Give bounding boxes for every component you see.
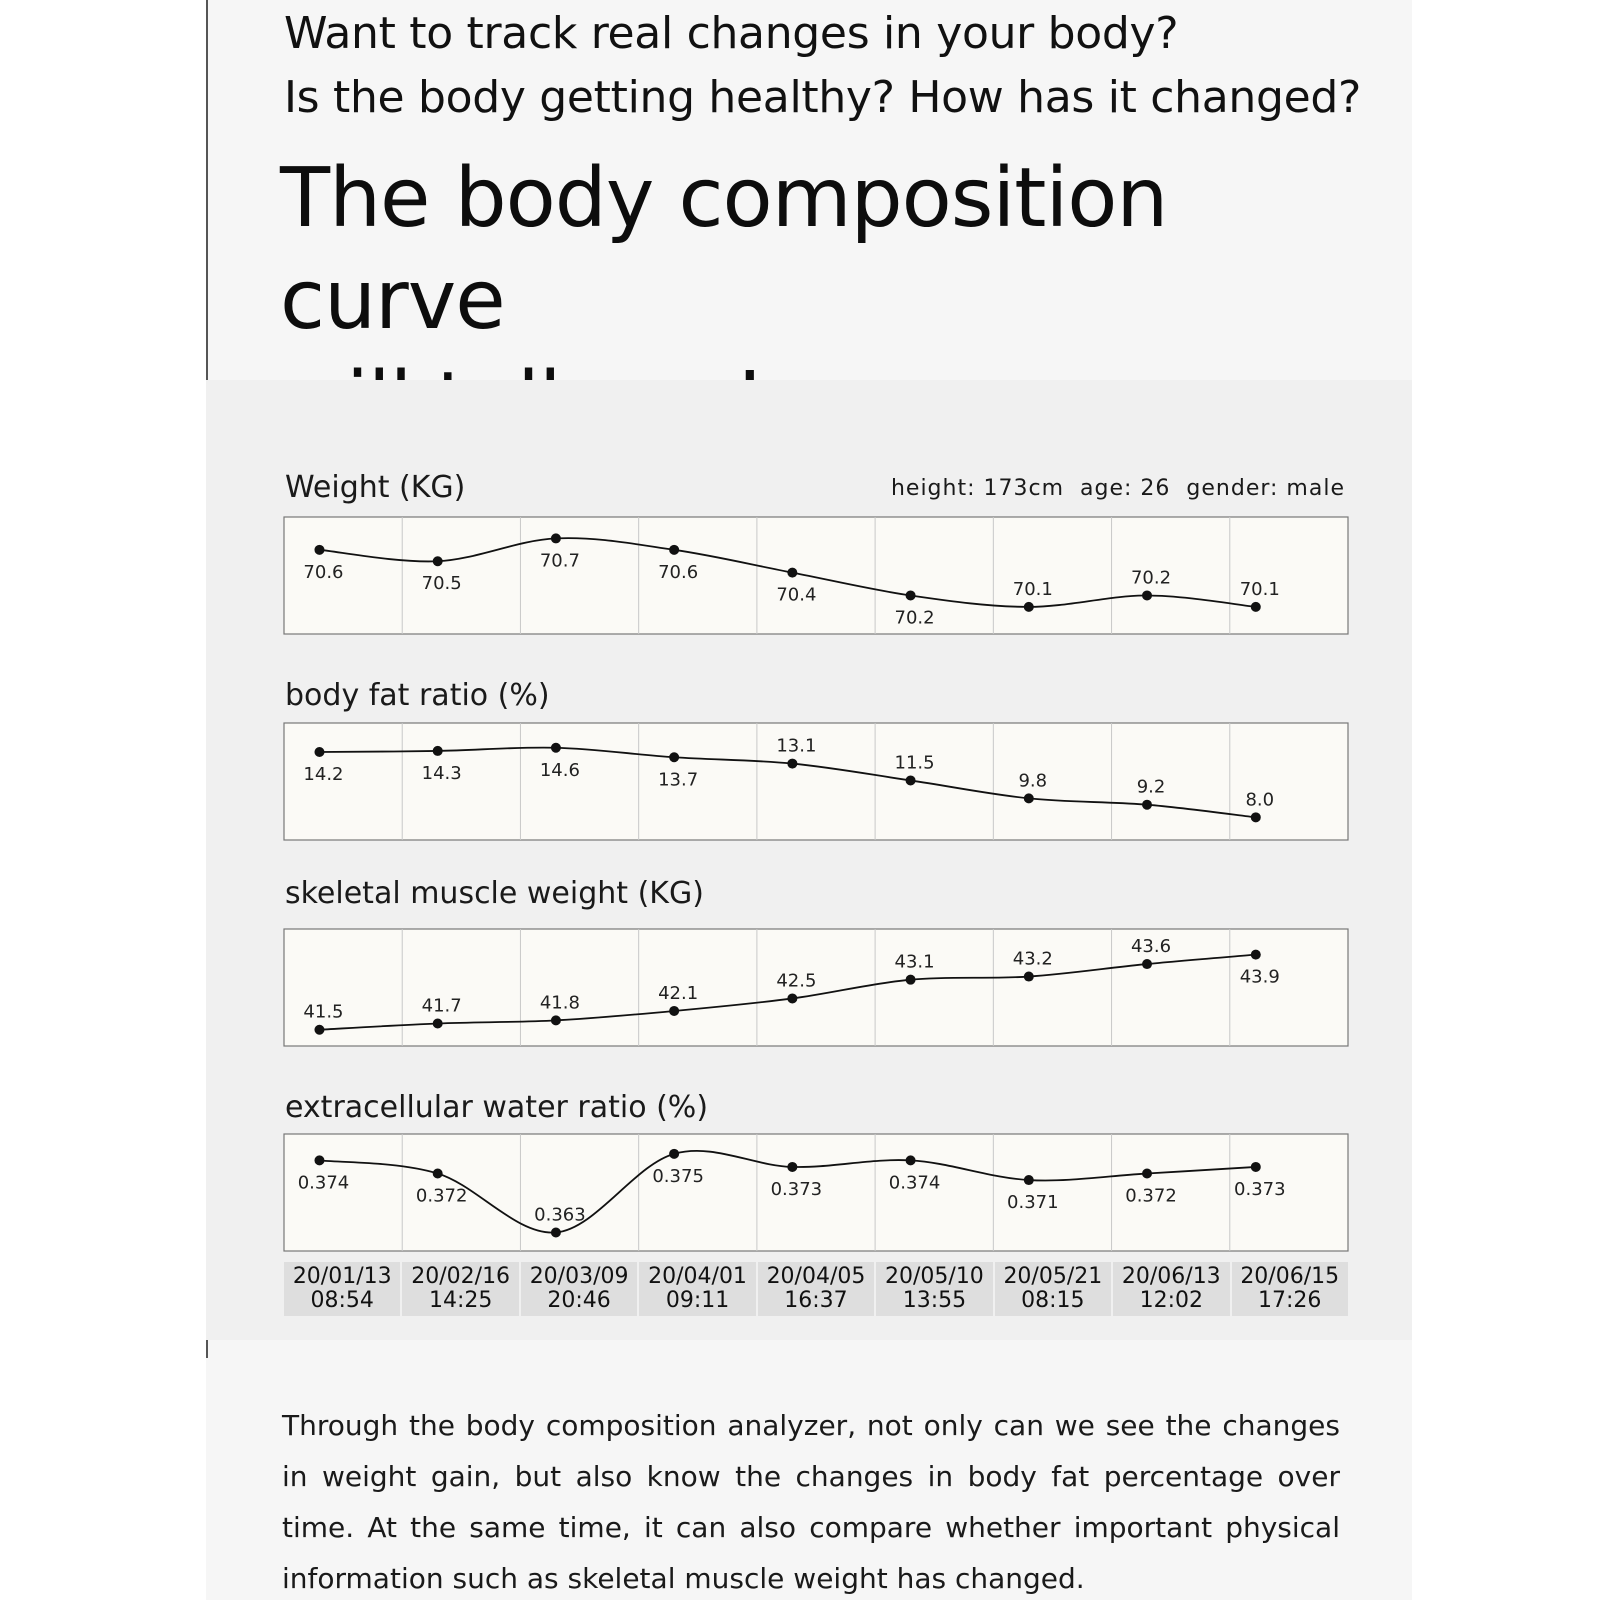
data-point — [1251, 1162, 1261, 1172]
profile-height: height: 173cm — [890, 476, 1065, 501]
intro-line-1: Want to track real changes in your body? — [284, 8, 1179, 59]
date-label: 20/04/05 — [766, 1264, 866, 1289]
description-paragraph: Through the body composition analyzer, not only can we see the changes in weight gain, but also know the changes in body fat percentage over time. At the same time, it can also compare whether important physical information such as skeletal muscle weight has changed. — [282, 1409, 1340, 1595]
data-point — [551, 1227, 561, 1237]
time-label: 16:37 — [784, 1288, 848, 1313]
data-label: 0.363 — [534, 1204, 586, 1226]
data-point — [314, 1025, 324, 1035]
data-point — [669, 545, 679, 555]
time-label: 08:54 — [310, 1288, 374, 1313]
data-point — [551, 1015, 561, 1025]
data-point — [551, 533, 561, 543]
data-point — [669, 1149, 679, 1159]
data-label: 14.6 — [539, 759, 580, 781]
data-label: 43.9 — [1239, 966, 1280, 988]
date-label: 20/05/10 — [885, 1264, 984, 1289]
time-label: 20:46 — [547, 1288, 611, 1313]
data-point — [669, 1006, 679, 1016]
date-label: 20/01/13 — [292, 1264, 392, 1289]
skeletal-muscle-chart — [284, 929, 1348, 1046]
profile-gender: gender: male — [1186, 476, 1345, 501]
data-point — [1251, 812, 1261, 822]
time-label: 13:55 — [902, 1288, 967, 1313]
data-label: 0.372 — [1125, 1185, 1177, 1207]
data-label: 70.1 — [1012, 578, 1053, 600]
data-point — [1142, 800, 1152, 810]
data-label: 0.375 — [652, 1165, 704, 1187]
data-label: 9.8 — [1018, 770, 1048, 792]
data-point — [906, 1155, 916, 1165]
date-label: 20/06/15 — [1240, 1264, 1340, 1289]
data-point — [314, 1155, 324, 1165]
data-label: 41.8 — [539, 992, 580, 1014]
data-point — [669, 752, 679, 762]
data-point — [906, 975, 916, 985]
date-cell — [402, 1262, 518, 1316]
data-label: 43.2 — [1012, 948, 1053, 970]
data-label: 70.6 — [303, 561, 344, 583]
data-point — [787, 568, 797, 578]
data-point — [314, 545, 324, 555]
data-label: 42.1 — [658, 982, 699, 1004]
data-point — [433, 556, 443, 566]
data-label: 0.372 — [415, 1185, 468, 1207]
data-point — [1024, 602, 1034, 612]
date-label: 20/04/01 — [648, 1264, 747, 1289]
data-point — [314, 747, 324, 757]
date-label: 20/02/16 — [411, 1264, 511, 1289]
data-point — [787, 759, 797, 769]
data-label: 0.373 — [770, 1178, 823, 1200]
data-point — [906, 775, 916, 785]
date-label: 20/06/13 — [1121, 1264, 1221, 1289]
data-label: 41.5 — [303, 1001, 344, 1023]
data-point — [1142, 590, 1152, 600]
chart-title-weight: Weight (KG) — [285, 470, 466, 505]
date-label: 20/05/21 — [1003, 1264, 1103, 1289]
date-cell — [1113, 1262, 1229, 1316]
data-label: 70.4 — [776, 584, 817, 606]
data-point — [1024, 1175, 1034, 1185]
date-cell — [639, 1262, 755, 1316]
data-point — [906, 590, 916, 600]
data-label: 42.5 — [776, 970, 817, 992]
data-label: 70.2 — [894, 607, 935, 629]
date-axis — [284, 1262, 1348, 1316]
data-point — [551, 743, 561, 753]
data-point — [433, 1168, 443, 1178]
date-cell — [284, 1262, 400, 1316]
data-label: 11.5 — [894, 752, 935, 774]
chart-title-skeletal-muscle: skeletal muscle weight (KG) — [285, 876, 704, 911]
intro-text — [284, 2, 1384, 130]
data-label: 70.7 — [539, 550, 580, 572]
data-point — [787, 993, 797, 1003]
time-label: 12:02 — [1139, 1288, 1203, 1313]
date-cell — [758, 1262, 874, 1316]
data-point — [433, 746, 443, 756]
time-label: 17:26 — [1258, 1288, 1322, 1313]
body-fat-chart — [284, 723, 1348, 840]
profile-age: age: 26 — [1080, 476, 1171, 501]
data-label: 70.5 — [421, 573, 462, 595]
data-point — [1251, 602, 1261, 612]
weight-chart — [284, 517, 1348, 634]
date-cell — [995, 1262, 1111, 1316]
data-label: 0.374 — [888, 1172, 941, 1194]
data-point — [1024, 972, 1034, 982]
data-label: 13.7 — [658, 769, 699, 791]
chart-title-extracellular-water: extracellular water ratio (%) — [285, 1090, 709, 1125]
profile-info — [891, 476, 1345, 501]
data-label: 41.7 — [421, 995, 462, 1017]
data-point — [1251, 950, 1261, 960]
data-label: 43.6 — [1130, 936, 1172, 958]
data-label: 43.1 — [894, 951, 935, 973]
data-label: 14.3 — [421, 762, 462, 784]
time-label: 14:25 — [428, 1288, 493, 1313]
chart-title-body-fat: body fat ratio (%) — [285, 678, 550, 713]
date-cell — [521, 1262, 637, 1316]
date-cell — [1232, 1262, 1348, 1316]
data-label: 13.1 — [776, 735, 817, 757]
date-label: 20/03/09 — [529, 1264, 629, 1289]
time-label: 09:11 — [665, 1288, 730, 1313]
headline-line-1: The body composition curve — [280, 151, 1168, 348]
date-cell — [876, 1262, 992, 1316]
data-label: 70.1 — [1239, 578, 1280, 600]
data-label: 9.2 — [1136, 776, 1166, 798]
data-label: 0.371 — [1007, 1192, 1059, 1214]
data-point — [1024, 793, 1034, 803]
data-point — [1142, 1168, 1152, 1178]
data-point — [787, 1162, 797, 1172]
data-point — [433, 1018, 443, 1028]
extracellular-water-chart — [284, 1134, 1348, 1251]
intro-line-2: Is the body getting healthy? How has it changed? — [284, 72, 1362, 123]
data-label: 70.2 — [1130, 567, 1172, 589]
data-label: 70.6 — [658, 561, 699, 583]
data-label: 8.0 — [1245, 789, 1275, 811]
data-label: 14.2 — [303, 763, 344, 785]
data-label: 0.374 — [297, 1172, 350, 1194]
data-point — [1142, 959, 1152, 969]
time-label: 08:15 — [1021, 1288, 1085, 1313]
data-label: 0.373 — [1234, 1178, 1286, 1200]
